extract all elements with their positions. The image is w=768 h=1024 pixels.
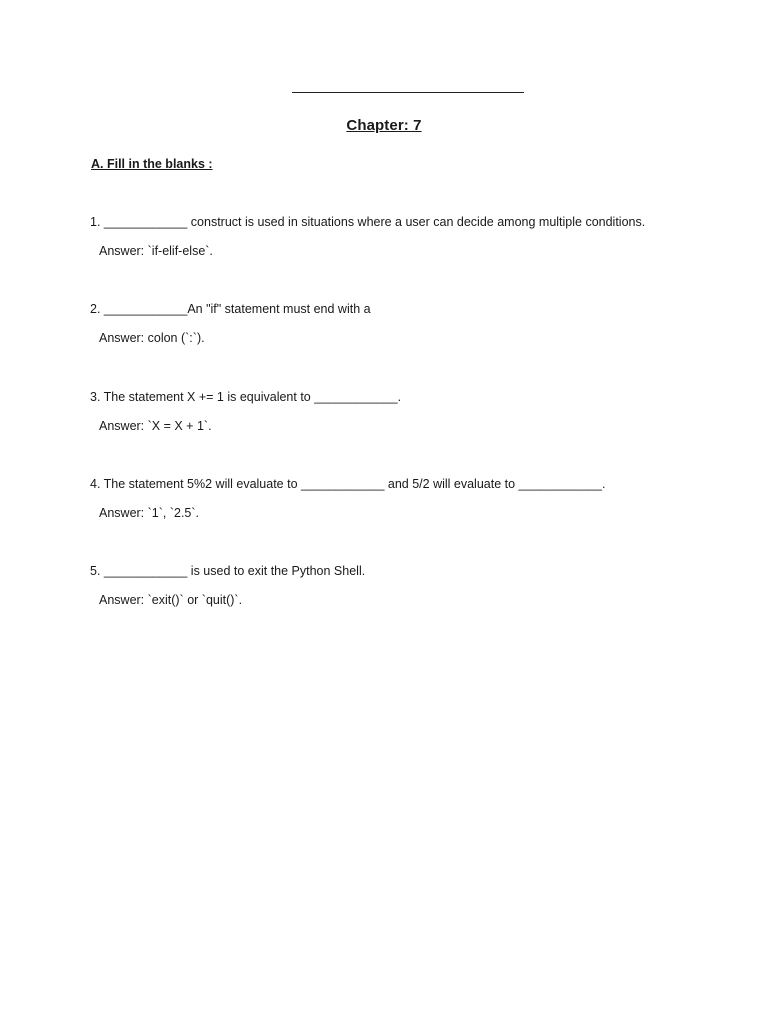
question-5: 5. ____________ is used to exit the Python Shell. (90, 564, 366, 578)
answer-3: Answer: `X = X + 1`. (99, 419, 212, 433)
chapter-title: Chapter: 7 (346, 117, 422, 134)
section-heading: A. Fill in the blanks : (91, 157, 213, 171)
question-3: 3. The statement X += 1 is equivalent to ____________. (90, 390, 402, 404)
question-2: 2. ____________An "if" statement must end with a (90, 302, 371, 316)
question-1: 1. ____________ construct is used in situations where a user can decide among multiple conditions. (90, 215, 646, 229)
answer-4: Answer: `1`, `2.5`. (99, 506, 200, 520)
answer-5: Answer: `exit()` or `quit()`. (99, 593, 243, 607)
question-4: 4. The statement 5%2 will evaluate to ____________ and 5/2 will evaluate to ____________. (90, 477, 606, 491)
name-blank-line (292, 92, 524, 93)
answer-2: Answer: colon (`:`). (99, 331, 205, 345)
answer-1: Answer: `if-elif-else`. (99, 244, 213, 258)
